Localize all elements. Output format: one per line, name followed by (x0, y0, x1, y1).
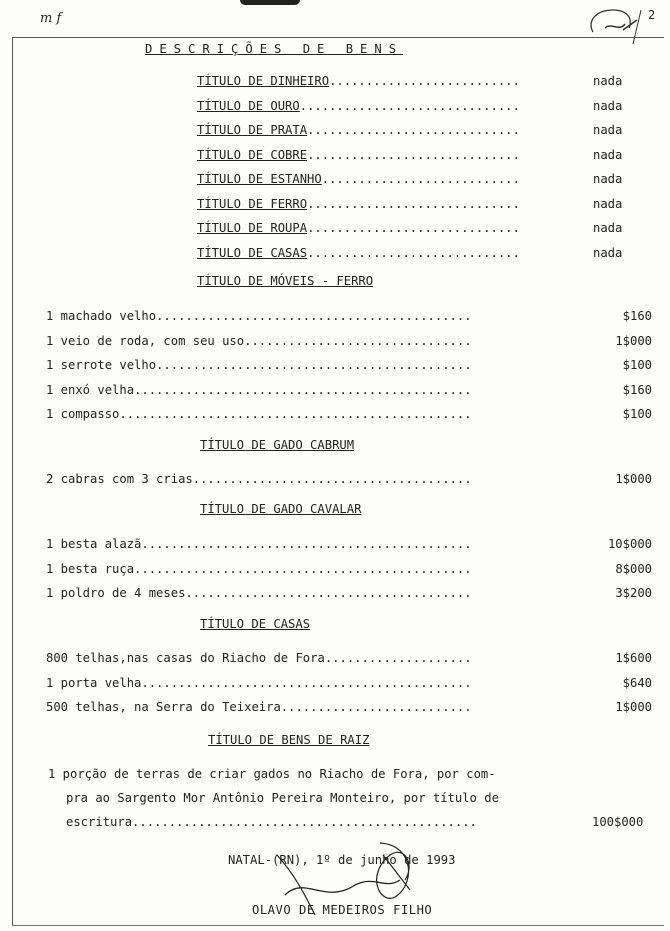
nada-row (197, 74, 520, 88)
item-price: $160 (622, 309, 652, 323)
nada-row-dots: ............................. (307, 196, 520, 211)
nada-row-dots: ............................. (307, 245, 520, 260)
nada-row-value: nada (593, 172, 623, 186)
section-title-raiz: TÍTULO DE BENS DE RAIZ (208, 733, 370, 747)
nada-row-value: nada (593, 98, 623, 113)
nada-row-label: TÍTULO DE PRATA (197, 123, 308, 137)
raiz-line-1: 1 porção de terras de criar gados no Riacho de Fora, por com- (48, 767, 496, 781)
nada-row-label: TÍTULO DE FERRO (197, 196, 308, 211)
page-border-top (12, 37, 664, 38)
item-description: 1 compasso................................................ (46, 407, 472, 421)
nada-row-label: TÍTULO DE ROUPA (197, 221, 308, 235)
item-price: 1$000 (615, 472, 652, 486)
nada-row (197, 197, 520, 211)
nada-row-label: TÍTULO DE OURO (197, 98, 300, 113)
section-title-moveis: TÍTULO DE MÓVEIS - FERRO (197, 274, 374, 288)
item-description: 1 machado velho........................................... (46, 309, 472, 323)
page-number: 2 (648, 8, 656, 22)
nada-row (197, 221, 520, 235)
item-price: 1$000 (615, 333, 652, 348)
item-price: 3$200 (615, 586, 652, 600)
nada-row-dots: ............................. (307, 147, 520, 162)
nada-row (197, 246, 520, 260)
initials: m f (40, 11, 62, 26)
nada-row (197, 99, 520, 113)
item-price: $100 (622, 358, 652, 372)
item-price: $160 (622, 382, 652, 397)
place-date: NATAL-(RN), 1º de junho de 1993 (228, 853, 456, 867)
item-description: 800 telhas,nas casas do Riacho de Fora.................... (46, 651, 472, 665)
nada-row-dots: .............................. (299, 98, 520, 113)
item-description: 1 porta velha............................................. (46, 675, 472, 690)
initial-stamp-icon (585, 2, 645, 47)
nada-row-label: TÍTULO DE CASAS (197, 245, 308, 260)
item-description: 1 besta ruça.............................................. (46, 561, 472, 576)
item-price: 1$600 (615, 651, 652, 665)
item-price: 8$000 (615, 561, 652, 576)
nada-row-label: TÍTULO DE COBRE (197, 147, 308, 162)
author-name: OLAVO DE MEDEIROS FILHO (252, 903, 433, 917)
binding-mark (240, 0, 300, 5)
raiz-price: 100$000 (592, 815, 644, 829)
nada-row-value: nada (593, 245, 623, 260)
nada-row (197, 172, 520, 186)
nada-row-value: nada (593, 123, 623, 137)
item-description: 1 serrote velho........................................... (46, 358, 472, 372)
item-description: 1 besta alazã............................................. (46, 537, 472, 551)
item-price: 10$000 (607, 537, 652, 551)
nada-row (197, 123, 520, 137)
raiz-line-2: pra ao Sargento Mor Antônio Pereira Monteiro, por título de (66, 791, 499, 805)
document-heading: DESCRIÇÕES DE BENS (145, 42, 404, 56)
nada-row-label: TÍTULO DE ESTANHO (197, 172, 322, 186)
nada-row-label: TÍTULO DE DINHEIRO (197, 74, 330, 88)
item-price: $100 (622, 407, 652, 421)
item-description: 1 poldro de 4 meses....................................... (46, 586, 472, 600)
nada-row-dots: .......................... (329, 74, 520, 88)
item-price: $640 (622, 675, 652, 690)
section-title-gado-cabrum: TÍTULO DE GADO CABRUM (200, 438, 355, 452)
nada-row-value: nada (593, 221, 623, 235)
item-price: 1$000 (615, 700, 652, 714)
nada-row (197, 148, 520, 162)
nada-row-value: nada (593, 74, 623, 88)
section-title-gado-cavalar: TÍTULO DE GADO CAVALAR (200, 502, 362, 516)
nada-row-value: nada (593, 147, 623, 162)
section-title-casas: TÍTULO DE CASAS (200, 617, 311, 631)
item-description: 1 enxó velha.............................................. (46, 382, 472, 397)
raiz-line-3: escritura............................................... (66, 815, 477, 829)
nada-row-dots: ............................. (307, 221, 520, 235)
nada-row-value: nada (593, 196, 623, 211)
nada-row-dots: ............................. (307, 123, 520, 137)
nada-row-dots: ........................... (321, 172, 520, 186)
page-border-left (12, 37, 13, 925)
item-description: 1 veio de roda, com seu uso............................... (46, 333, 472, 348)
page-border-bottom (12, 925, 664, 926)
item-description: 500 telhas, na Serra do Teixeira.......................... (46, 700, 472, 714)
item-description: 2 cabras com 3 crias...................................... (46, 472, 472, 486)
